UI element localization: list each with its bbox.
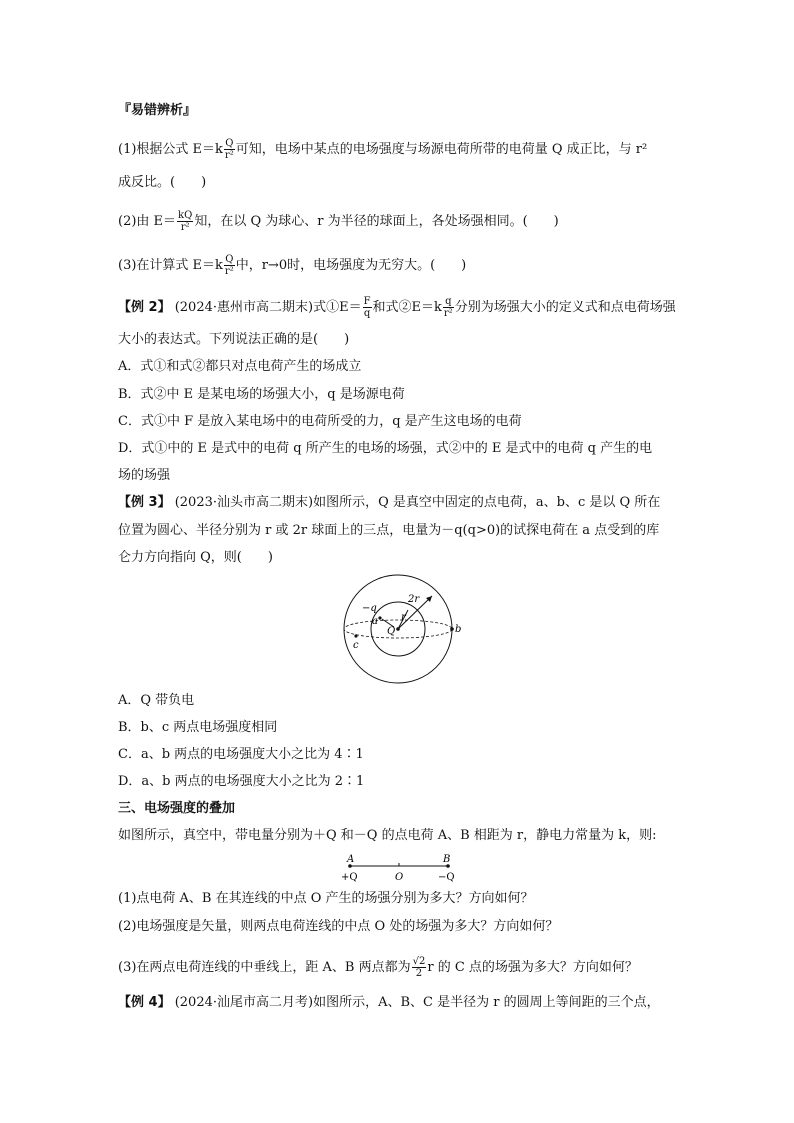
label-r: r [401, 612, 406, 623]
label-A: A [347, 854, 355, 865]
sec3-q3-frac-den: 2 [415, 968, 423, 979]
sphere-figure [334, 574, 464, 686]
ex2-f1-den: q [363, 308, 371, 319]
label-B: B [443, 854, 451, 865]
sec3-q3-fraction [412, 956, 427, 979]
charges-line-figure [338, 852, 460, 886]
q3-fraction [224, 254, 235, 277]
q2-frac-num: kQ [178, 210, 193, 221]
sec3-q3-frac-num: √2 [412, 956, 426, 967]
q2-frac-den: r² [180, 222, 190, 233]
section3-title: 三、电场强度的叠加 [118, 801, 236, 816]
ex2-cont: 大小的表达式。下列说法正确的是( ) [118, 332, 350, 347]
ex2-c: 分别为场强大小的定义式和点电荷场强 [454, 300, 676, 315]
ex2-tag: 【例 2】 [118, 300, 171, 315]
ex2-option-c: C．式①中 F 是放入某电场中的电荷所受的力，q 是产生这电场的电荷 [118, 414, 522, 429]
ex3-line-1 [118, 494, 660, 512]
label-plus-Q: +Q [341, 872, 358, 883]
ex3-text-1: (2023·汕头市高二期末)如图所示，Q 是真空中固定的点电荷，a、b、c 是以 Q 所在 [174, 495, 661, 510]
ex3-tag: 【例 3】 [118, 495, 171, 510]
ex3-option-d: D．a、b 两点的电场强度大小之比为 2∶1 [118, 774, 365, 789]
ex2-f2-den: r² [443, 308, 453, 319]
ex4-text: (2024·汕尾市高二月考)如图所示，A、B、C 是半径为 r 的圆周上等间距的三个点， [174, 995, 660, 1010]
q1-fraction [224, 138, 235, 161]
point-b [450, 627, 454, 631]
q2-fraction [177, 210, 193, 233]
ex2-option-a: A．式①和式②都只对点电荷产生的场成立 [118, 359, 362, 374]
q1-frac-num: Q [225, 138, 234, 149]
label-c: c [353, 640, 359, 651]
ex2-option-d: D．式①中的 E 是式中的电荷 q 所产生的电场的场强，式②中的 E 是式中的电荷 q 产生的电 [118, 441, 653, 456]
q1-pre: (1)根据公式 E＝k [118, 142, 223, 157]
point-c [354, 634, 357, 637]
ex2-fraction-1 [363, 296, 372, 319]
label-a: a [372, 616, 378, 627]
section3-intro: 如图所示，真空中，带电量分别为＋Q 和－Q 的点电荷 A、B 相距为 r，静电力常量为 k，则: [118, 828, 657, 843]
q2-line [118, 210, 559, 233]
ex2-option-d-cont: 场的场强 [118, 468, 171, 483]
ex2-line [118, 296, 676, 319]
ex3-line-3: 仑力方向指向 Q，则( ) [118, 550, 273, 565]
section3-q1: (1)点电荷 A、B 在其连线的中点 O 产生的场强分别为多大？方向如何？ [118, 891, 534, 906]
ex2-f2-num: q [443, 296, 454, 308]
ex3-option-a: A．Q 带负电 [118, 693, 195, 708]
section3-q2: (2)电场强度是矢量，则两点电荷连线的中点 O 处的场强为多大？方向如何？ [118, 919, 559, 934]
q3-frac-num: Q [225, 254, 234, 265]
section-title: 『易错辨析』 [118, 103, 197, 118]
ex3-line-2: 位置为圆心、半径分别为 r 或 2r 球面上的三点，电量为－q(q>0)的试探电荷在 a 点受到的库 [118, 523, 660, 538]
label-2r: 2r [408, 594, 420, 605]
q3-line [118, 254, 466, 277]
q3-pre: (3)在计算式 E＝k [118, 258, 223, 273]
section3-q3 [118, 956, 638, 979]
ex4-line [118, 994, 660, 1012]
q3-frac-den: r² [224, 266, 234, 277]
ex2-b: 和式②E＝k [372, 300, 442, 315]
q1-cont: 成反比。( ) [118, 175, 207, 190]
label-minus-Q: −Q [438, 872, 455, 883]
q1-post: 可知，电场中某点的电场强度与场源电荷所带的电荷量 Q 成正比，与 r² [235, 142, 648, 157]
label-Q: Q [387, 626, 396, 637]
sec3-q3-post: r 的 C 点的场强为多大？方向如何？ [427, 960, 638, 975]
label-b: b [455, 624, 462, 635]
point-a [378, 616, 381, 619]
ex2-option-b: B．式②中 E 是某电场的场强大小，q 是场源电荷 [118, 387, 405, 402]
q1-line [118, 138, 647, 161]
ex2-a: (2024·惠州市高二期末)式①E＝ [174, 300, 362, 315]
ex4-tag: 【例 4】 [118, 995, 171, 1010]
label-O: O [395, 872, 404, 883]
sec3-q3-pre: (3)在两点电荷连线的中垂线上，距 A、B 两点都为 [118, 960, 411, 975]
point-Q [396, 627, 400, 631]
q1-frac-den: r² [224, 150, 234, 161]
q3-post: 中，r→0时，电场强度为无穷大。( ) [235, 258, 467, 273]
label-minus-q: −q [362, 603, 377, 614]
q2-post: 知，在以 Q 为球心、r 为半径的球面上，各处场强相同。( ) [194, 214, 559, 229]
q2-pre: (2)由 E＝ [118, 214, 177, 229]
ex2-f1-num: F [363, 296, 371, 307]
ex3-option-c: C．a、b 两点的电场强度大小之比为 4∶1 [118, 747, 364, 762]
ex2-fraction-2 [443, 296, 454, 319]
ex3-option-b: B．b、c 两点电场强度相同 [118, 720, 278, 735]
